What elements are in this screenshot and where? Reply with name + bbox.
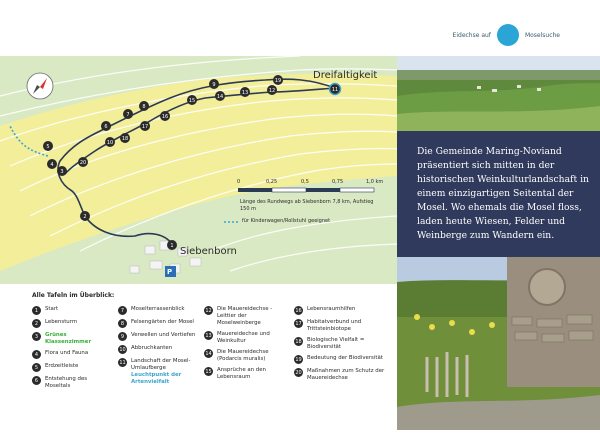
svg-text:13: 13 xyxy=(241,90,249,96)
legend-item: 9 Verwellen und Vertiefen xyxy=(118,332,198,341)
scale-tick-0: 0 xyxy=(237,179,241,185)
svg-text:1: 1 xyxy=(170,243,174,249)
svg-text:11: 11 xyxy=(331,87,339,93)
svg-text:5: 5 xyxy=(46,144,50,150)
place-siebenborn: Siebenborn xyxy=(180,246,237,257)
header xyxy=(0,0,600,56)
legend-item: 7 Moselterrassenblick xyxy=(118,306,198,315)
legend-title: Alle Tafeln im Überblick: xyxy=(32,292,115,299)
parking-label: P xyxy=(167,268,173,276)
legend-col-4 xyxy=(294,306,392,386)
legend-item: 13 Mauereidechse und Weinkultur xyxy=(205,331,270,344)
legend-item: 3 Grünes Klassenzimmer xyxy=(32,332,112,346)
legend-item: 12 Die Mauereidechse - Leittier der Moselweinberge xyxy=(205,306,273,326)
legend-item: 17 Habitatverbund und Trittsteinbiotope xyxy=(295,319,362,332)
place-dreifaltigkeit: Dreifaltigkeit xyxy=(313,70,378,81)
legend-item: 20 Maßnahmen zum Schutz der Mauereidechse xyxy=(295,368,385,381)
svg-text:9: 9 xyxy=(212,82,216,88)
legend-item: 14 Die Mauereidechse (Podarcis muralis) xyxy=(205,349,269,362)
legend-item: 1 Start xyxy=(32,306,112,315)
svg-text:8: 8 xyxy=(142,104,146,110)
scale-bar xyxy=(238,188,374,192)
route-note: Länge des Rundwegs ab Siebenborn 7,8 km, Aufstieg 150 m xyxy=(240,199,374,212)
svg-text:12: 12 xyxy=(268,88,276,94)
svg-text:4: 4 xyxy=(50,162,54,168)
legend-item: 8 Felsengärten der Mosel xyxy=(118,319,198,328)
legend-col-3 xyxy=(204,306,288,385)
svg-text:6: 6 xyxy=(104,124,108,130)
landscape-photo xyxy=(397,56,600,131)
legend-col-2 xyxy=(118,306,198,390)
trail-map xyxy=(0,56,397,284)
legend-item: 4 Flora und Fauna xyxy=(32,350,112,359)
svg-text:3: 3 xyxy=(60,169,64,175)
brand-left: Eidechse auf xyxy=(452,31,491,39)
scale-tick-4: 1,0 km xyxy=(366,179,384,185)
legend-col-1 xyxy=(32,306,112,394)
svg-text:19: 19 xyxy=(274,78,282,84)
svg-text:16: 16 xyxy=(161,114,169,120)
drystone-wall-photo xyxy=(397,257,600,430)
legend-item: 6 Entstehung des Moseltals xyxy=(32,376,112,390)
legend xyxy=(32,292,392,430)
scale-tick-1: 0,25 xyxy=(266,179,278,185)
svg-text:10: 10 xyxy=(106,140,114,146)
legend-item: 10 Abbruchkanten xyxy=(119,345,173,353)
svg-text:17: 17 xyxy=(141,124,149,130)
scale-tick-3: 0,75 xyxy=(332,179,344,185)
intro-text: Die Gemeinde Maring-Noviand präsentiert sich mitten in der historischen Weinkulturlandschaft in einem einzigartigen Seitental der Mosel. Wo ehemals die Mosel floss, laden heute Wiesen, Felder und Weinberge zum Wandern ein. xyxy=(417,146,589,241)
legend-item: 11 Landschaft der Mosel-Umlaufberge Leuchtpunkt der Artenvielfalt xyxy=(119,358,191,385)
legend-item: 19 Bedeutung der Biodiversität xyxy=(295,355,383,363)
lizard-logo-icon xyxy=(497,24,519,46)
svg-text:20: 20 xyxy=(79,160,87,166)
accessible-note: für Kinderwagen/Rollstuhl geeignet xyxy=(242,218,331,224)
scale-tick-2: 0,5 xyxy=(301,179,309,185)
compass-icon xyxy=(27,73,53,99)
brand-right: Moselsuche xyxy=(524,31,560,39)
legend-item: 5 Erdzeitleiste xyxy=(32,363,112,372)
brand xyxy=(453,24,560,46)
legend-item: 16 Lebensraumhilfen xyxy=(295,306,356,314)
legend-item: 15 Ansprüche an den Lebensraum xyxy=(205,367,266,380)
svg-text:14: 14 xyxy=(216,94,224,100)
highlight-text: Leuchtpunkt der Artenvielfalt xyxy=(131,372,182,385)
svg-text:15: 15 xyxy=(188,98,196,104)
svg-text:18: 18 xyxy=(121,136,129,142)
svg-text:7: 7 xyxy=(126,112,130,118)
intro-textbox xyxy=(397,131,600,257)
legend-item: 18 Biologische Vielfalt = Biodiversität xyxy=(295,337,365,350)
legend-item: 2 Lebensturm xyxy=(32,319,112,328)
svg-text:2: 2 xyxy=(83,214,87,220)
